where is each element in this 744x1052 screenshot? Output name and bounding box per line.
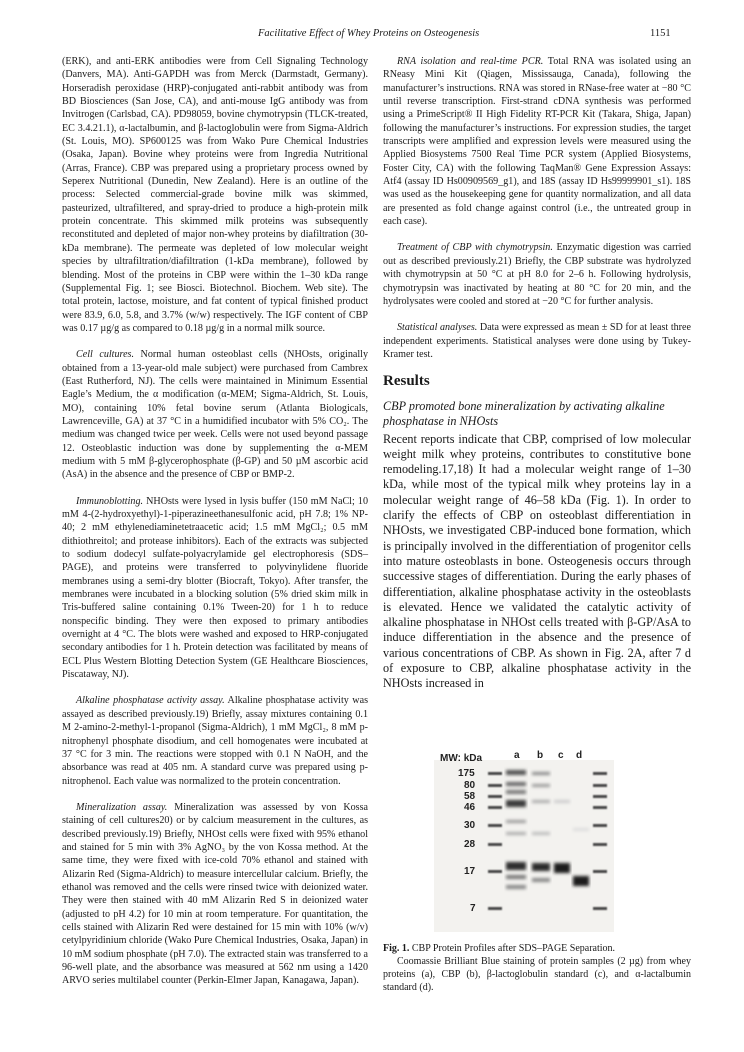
materials-paragraph: (ERK), and anti-ERK antibodies were from Cell Signaling Technology (Danvers, MA). Anti-GAPDH was from Merck (Darmstadt, Germany). Horseradish peroxidase (HRP)-conjugated anti-rabbit antibody was from BD Biosciences (San Jose, CA), and anti-mouse IgG antibody was from Invitrogen (Carlsbad, CA). PD98059, bovine chymotrypsin (TLCK-treated, EC 3.4.21.1), α-lactalbumin, and β-lactoglobulin were from Sigma-Aldrich (St. Louis, MO). SP600125 was from Wako Pure Chemical Industries (Osaka, Japan). Bovine whey proteins were from Ingredia Nutritional (Arras, France). CBP was prepared using a proprietary process owned by Seperex Nutritional (Dunedin, New Zealand). Here is an outline of the process: Selected commercial-grade bovine milk was skimmed, pasteurized, ultrafiltered, and spray-dried to produce a high-protein milk protein concentrate. This skimmed milk proteins was subsequently reconstituted and depleted of major non-whey proteins by diafiltration (30-kDa membrane). The permeate was depleted of low molecular weight species by ultrafiltration/diafiltration (1-kDa membrane), followed by blending. Most of the proteins in CBP were within the 1–30 kDa range (Supplemental Fig. 1; see Biosci. Biotechnol. Biochem. Web site). The total protein, lactose, moisture, and fat content of typical finished product were 83.9, 6.0, 5.8, and 3.7% (w/w) respectively. The IGF content of CBP was 0.17 µg/g as compared to 0.18 µg/g in a normal milk source. bbox=[62, 56, 368, 334]
caption-title: CBP Protein Profiles after SDS–PAGE Separation. bbox=[411, 943, 616, 954]
caption-body: Coomassie Brilliant Blue staining of protein samples (2 µg) from whey proteins (a), CBP (b), β-lactoglobulin standard (c), and α-lactalbumin standard (d). bbox=[383, 956, 691, 993]
cell-cultures-heading: Cell cultures. bbox=[76, 349, 135, 361]
mineralization-heading: Mineralization assay. bbox=[76, 801, 168, 813]
ladder-band-7 bbox=[488, 907, 502, 910]
immunoblotting-section bbox=[62, 495, 368, 682]
alp-assay-heading: Alkaline phosphatase activity assay. bbox=[76, 695, 225, 707]
ladder-band-28 bbox=[488, 843, 502, 846]
marker-175: 175 bbox=[458, 768, 475, 779]
marker-7: 7 bbox=[470, 903, 476, 914]
running-head bbox=[0, 28, 744, 44]
alp-assay-text: Alkaline phosphatase activity was assayed as described previously.19) Briefly, assay mixtures containing 0.1 M 2-amino-2-methyl-1-propanol (Sigma-Aldrich), 1 mM MgCl₂, 8 mM p-nitrophenyl phosphate disodium, and cell homogenates were incubated at 37 °C for 3 min. The reactions were stopped with 0.1 N NaOH, and the absorbance was read at 405 nm. A standard curve was prepared using p-nitrophenol. Each value was normalized to the protein concentration. bbox=[62, 695, 368, 787]
rna-heading: RNA isolation and real-time PCR. bbox=[397, 56, 544, 67]
ladder-right-band bbox=[593, 784, 607, 787]
rna-text: Total RNA was isolated using an RNeasy Mini Kit (Qiagen, Mississauga, Canada), following the manufacturer’s instructions. RNA was stored in RNase-free water at −80 °C until reverse transcription. First-strand cDNA synthesis was performed using a PrimeScript® II High Fidelity RT-PCR Kit (Takara, Shiga, Japan) following the manufacturer’s instructions. For expression studies, the target transcripts were amplified and expression levels were measured using the Applied Biosystems 7500 Real Time PCR system (Applied Biosystems, Foster City, CA) with the following TaqMan® Gene Expression Assays: Atf4 (assay ID Hs00909569_g1), and 18S (assay ID Hs99999901_s1). 18S was used as the housekeeping gene for quantity normalization, and all data are presented as fold change against control (i.e., the untreated group in each case). bbox=[383, 56, 691, 228]
ladder-band-46 bbox=[488, 806, 502, 809]
marker-58: 58 bbox=[464, 791, 476, 802]
page-number: 1151 bbox=[650, 28, 671, 39]
rna-section bbox=[383, 55, 691, 228]
lane-label-c: c bbox=[558, 750, 564, 761]
chymotrypsin-text: Enzymatic digestion was carried out as described previously.21) Briefly, the CBP substrate was hydrolyzed with chymotrypsin at 50 °C at pH 8.0 for 2–6 h. Following hydrolysis, chymotrypsin was inactivated by heating at 80 °C for 20 min, and the hydrolysates were cooled and stored at −20 °C for further analysis. bbox=[383, 242, 692, 307]
ladder-band-30 bbox=[488, 824, 502, 827]
ladder-band-17 bbox=[488, 870, 502, 873]
gel-figure bbox=[434, 750, 614, 932]
mineralization-section bbox=[62, 801, 368, 988]
alp-assay-section bbox=[62, 694, 368, 787]
ladder-band-80 bbox=[488, 784, 502, 787]
caption-label: Fig. 1. bbox=[383, 943, 410, 954]
cell-cultures-text: Normal human osteoblast cells (NHOsts, originally obtained from a 13-year-old male subject) were purchased from Cambrex (East Rutherford, NJ). The cells were maintained in Minimum Essential Eagle’s Medium, the α modification (α-MEM; Sigma-Aldrich, St. Louis, MO), containing 10% fetal bovine serum (Atlanta Biologicals, Lawrenceville, GA) at 37 °C in a humidified incubator with 5% CO₂. The medium was changed twice per week. Cells were not used beyond passage 12. Osteoblastic induction was done by supplementing the α-MEM medium with 5 mM β-glycerophosphate (β-GP) and 50 µM ascorbic acid (AsA) in the absence and the presence of CBP or BMP-2. bbox=[62, 349, 368, 481]
marker-28: 28 bbox=[464, 839, 476, 850]
ladder-band-175 bbox=[488, 772, 502, 775]
statistics-heading: Statistical analyses. bbox=[397, 322, 478, 334]
immunoblotting-text: NHOsts were lysed in lysis buffer (150 mM NaCl; 10 mM 4-(2-hydroxyethyl)-1-piperazineethanesulfonic acid, pH 7.8; 1% NP-40; 2 mM ethylenediaminetetraacetic acid; 1.5 mM MgCl₂; 0.5 mM dithiothreitol; and protease inhibitors). Each of the extracts was subjected to sodium dodecyl sulfate-polyacrylamide gel electrophoresis (SDS–PAGE), and proteins were transferred to polyvinylidene fluoride membranes using a semi-dry blotter (Biocraft, Tokyo). After transfer, the membranes were incubated in a blocking solution (5% dried skim milk in Tris-buffered saline containing 0.1% Tween-20) for 1 h to reduce nonspecific binding. They were then exposed to primary antibodies overnight at 4 °C. The blots were washed and exposed to HRP-conjugated secondary antibodies for 1 h. Protein detection was facilitated by means of ECL Plus Western Blotting Detection System (GE Healthcare Biosciences, Piscataway, NJ). bbox=[62, 495, 368, 681]
ladder-right-band bbox=[593, 795, 607, 798]
marker-30: 30 bbox=[464, 820, 476, 831]
marker-80: 80 bbox=[464, 780, 476, 791]
mw-label: MW: kDa bbox=[440, 753, 483, 764]
statistics-text: Data were expressed as mean ± SD for at least three independent experiments. Statistical analyses were done using by Tukey-Kramer test. bbox=[383, 322, 691, 360]
ladder-right-band bbox=[593, 870, 607, 873]
gel-image bbox=[434, 760, 614, 932]
ladder-right-band bbox=[593, 806, 607, 809]
statistics-section bbox=[383, 321, 691, 361]
lane-label-a: a bbox=[514, 750, 520, 761]
lane-label-d: d bbox=[576, 750, 583, 761]
marker-17: 17 bbox=[464, 866, 476, 877]
results-paragraph: Recent reports indicate that CBP, comprised of low molecular weight milk whey proteins, contributes to constitutive bone remodeling.17,18) It had a molecular weight range of 1–30 kDa, while most of the typical milk whey proteins lay in a molecular weight range of 46–58 kDa (Fig. 1). In order to clarify the effects of CBP on osteoblast differentiation in NHOsts, we investigated CBP-induced bone formation, which is principally involved in the differentiation of progenitor cells into mature osteoblasts in bone. Osteogenesis occurs through successive stages of differentiation. During the early phases of differentiation, alkaline phosphatase activity in the osteoblasts is elevated. Hence we validated the catalytic activity of alkaline phosphatase in NHOst cells treated with β-GP/AsA to induce differentiation in the absence and the presence of various concentrations of CBP. As shown in Fig. 2A, after 7 d of exposure to CBP, alkaline phosphatase activity in the NHOsts increased in bbox=[383, 431, 691, 691]
right-column bbox=[383, 55, 691, 692]
ladder-right-band bbox=[593, 907, 607, 910]
running-title: Facilitative Effect of Whey Proteins on Osteogenesis bbox=[258, 28, 480, 39]
results-subheading: CBP promoted bone mineralization by activating alkaline phosphatase in NHOsts bbox=[383, 398, 665, 428]
left-column bbox=[62, 55, 368, 988]
results-heading: Results bbox=[383, 373, 430, 390]
figure-caption bbox=[383, 942, 691, 994]
marker-46: 46 bbox=[464, 802, 476, 813]
ladder-right-band bbox=[593, 843, 607, 846]
ladder-right-band bbox=[593, 772, 607, 775]
chymotrypsin-section bbox=[383, 241, 691, 308]
ladder-right-band bbox=[593, 824, 607, 827]
lane-label-b: b bbox=[537, 750, 544, 761]
immunoblotting-heading: Immunoblotting. bbox=[76, 495, 144, 507]
ladder-band-58 bbox=[488, 795, 502, 798]
chymotrypsin-heading: Treatment of CBP with chymotrypsin. bbox=[397, 242, 553, 254]
mineralization-text: Mineralization was assessed by von Kossa staining of cell cultures20) or by calcium measurement in the cultures, as described previously.19) Briefly, NHOst cells were fixed with 95% ethanol and stained for 5 min with 3% AgNO₃ by the von Kossa method. At the same time, they were fixed with ice-cold 70% ethanol and stained with Alizarin Red (Sigma-Aldrich) to measure intercellular calcium. Briefly, the ethanol was removed and the cells were rinsed twice with deionized water. They were then stained with 40 mM Alizarin Red S in deionized water (adjusted to pH 4.2) for 10 min at room temperature. For quantitation, the cells stained with Alizarin Red were destained for 15 min with 10% (w/v) cetylpyridinium chloride (Wako Pure Chemical Industries, Osaka, Japan) in 10 mM sodium phosphate (pH 7.0). The extracted stain was transferred to a 96-well plate, and the absorbance was measured at 562 nm using a 1420 ARVO series multilabel counter (Perkin-Elmer Japan, Kanagawa, Japan). bbox=[62, 801, 369, 987]
cell-cultures-section bbox=[62, 348, 368, 481]
